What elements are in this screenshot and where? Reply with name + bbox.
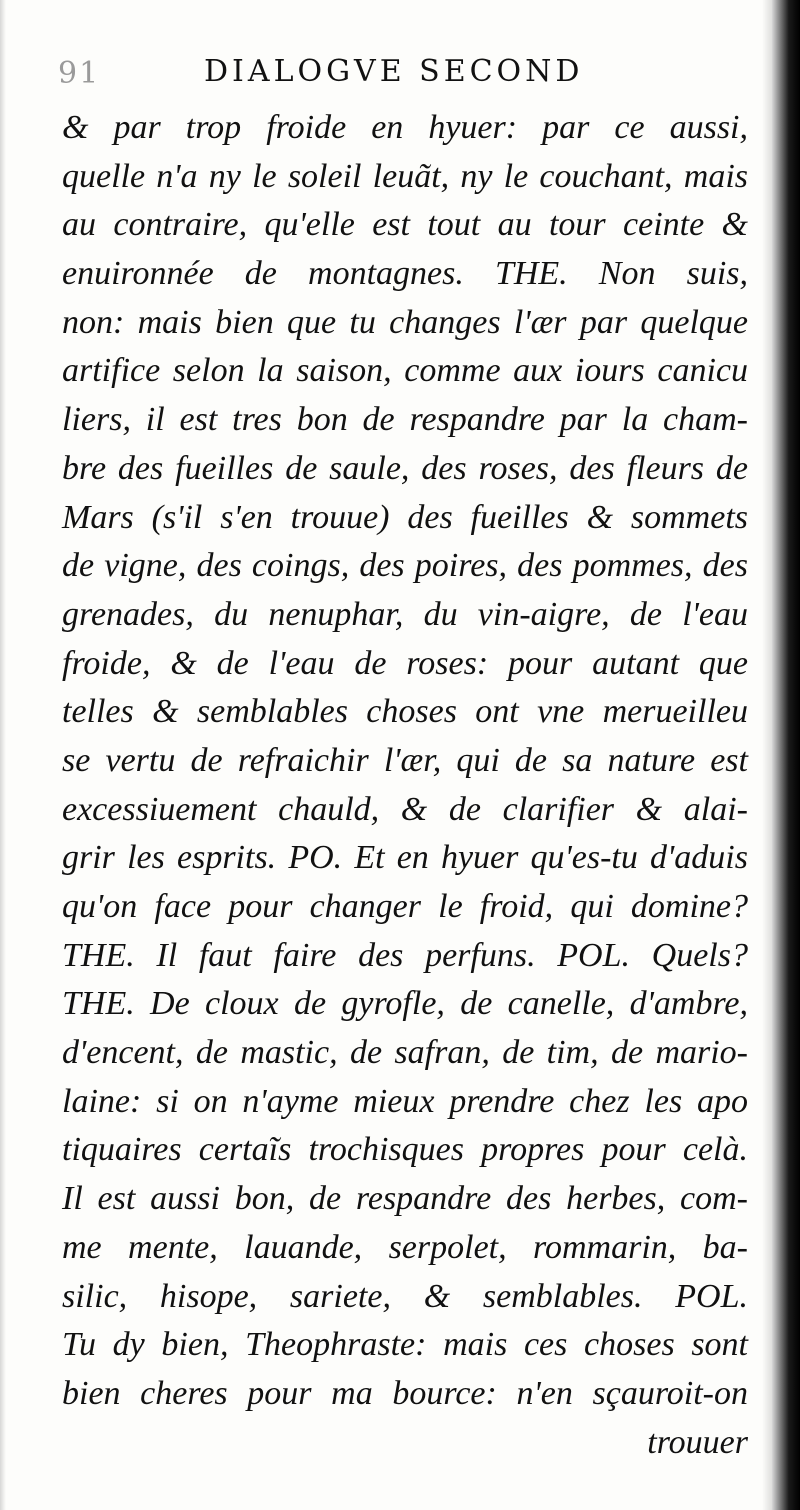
text-line: silic, hisope, sariete, & semblables. POL. bbox=[62, 1277, 748, 1315]
running-head: DIALOGVE SECOND bbox=[204, 54, 584, 89]
gutter-shadow bbox=[762, 0, 772, 1510]
text-line: & par trop froide en hyuer: par ce aussi, bbox=[62, 109, 748, 146]
text-line: liers, il est tres bon de respandre par la cham- bbox=[62, 401, 748, 439]
text-line: grir les esprits. PO. Et en hyuer qu'es-tu d'aduis bbox=[62, 839, 748, 877]
text-line: qu'on face pour changer le froid, qui domine? bbox=[62, 888, 748, 925]
text-line: THE. De cloux de gyrofle, de canelle, d'ambre, bbox=[62, 985, 748, 1023]
text-line: Mars (s'il s'en trouue) des fueilles & sommets bbox=[62, 498, 748, 536]
text-line: au contraire, qu'elle est tout au tour ceinte & bbox=[62, 206, 748, 244]
text-line: laine: si on n'ayme mieux prendre chez les apo bbox=[62, 1082, 748, 1120]
page-number: 91 bbox=[58, 56, 101, 91]
page-left-edge bbox=[0, 0, 6, 1510]
text-line: telles & semblables choses ont vne merueilleu bbox=[62, 693, 748, 731]
text-line: de vigne, des coings, des poires, des pommes, des bbox=[62, 547, 748, 585]
text-line: Tu dy bien, Theophraste: mais ces choses sont bbox=[62, 1326, 748, 1364]
text-line: Il est aussi bon, de respandre des herbes, com- bbox=[62, 1180, 748, 1218]
text-line: bien cheres pour ma bource: n'en sçauroit-on bbox=[62, 1374, 748, 1412]
book-spine-edge bbox=[772, 0, 800, 1510]
page-header bbox=[58, 50, 758, 100]
text-line: excessiuement chauld, & de clarifier & alai- bbox=[62, 790, 748, 828]
text-block bbox=[62, 104, 748, 1467]
text-line: froide, & de l'eau de roses: pour autant que bbox=[62, 644, 748, 682]
text-line: quelle n'a ny le soleil leuãt, ny le couchant, mais bbox=[62, 157, 748, 195]
text-line: d'encent, de mastic, de safran, de tim, de mario- bbox=[62, 1034, 748, 1072]
text-line: me mente, lauande, serpolet, rommarin, ba- bbox=[62, 1228, 748, 1266]
text-line: non: mais bien que tu changes l'ær par quelque bbox=[62, 303, 748, 341]
text-line: THE. Il faut faire des perfuns. POL. Quels? bbox=[62, 936, 748, 974]
text-line: bre des fueilles de saule, des roses, des fleurs de bbox=[62, 449, 748, 487]
text-line: grenades, du nenuphar, du vin-aigre, de l'eau bbox=[62, 595, 748, 633]
text-line: enuironnée de montagnes. THE. Non suis, bbox=[62, 255, 748, 293]
text-line: se vertu de refraichir l'ær, qui de sa nature est bbox=[62, 741, 748, 779]
catchword: trouuer bbox=[647, 1423, 748, 1461]
text-line: artifice selon la saison, comme aux iours canicu bbox=[62, 352, 748, 390]
text-line: tiquaires certaĩs trochisques propres pour celà. bbox=[62, 1131, 748, 1169]
